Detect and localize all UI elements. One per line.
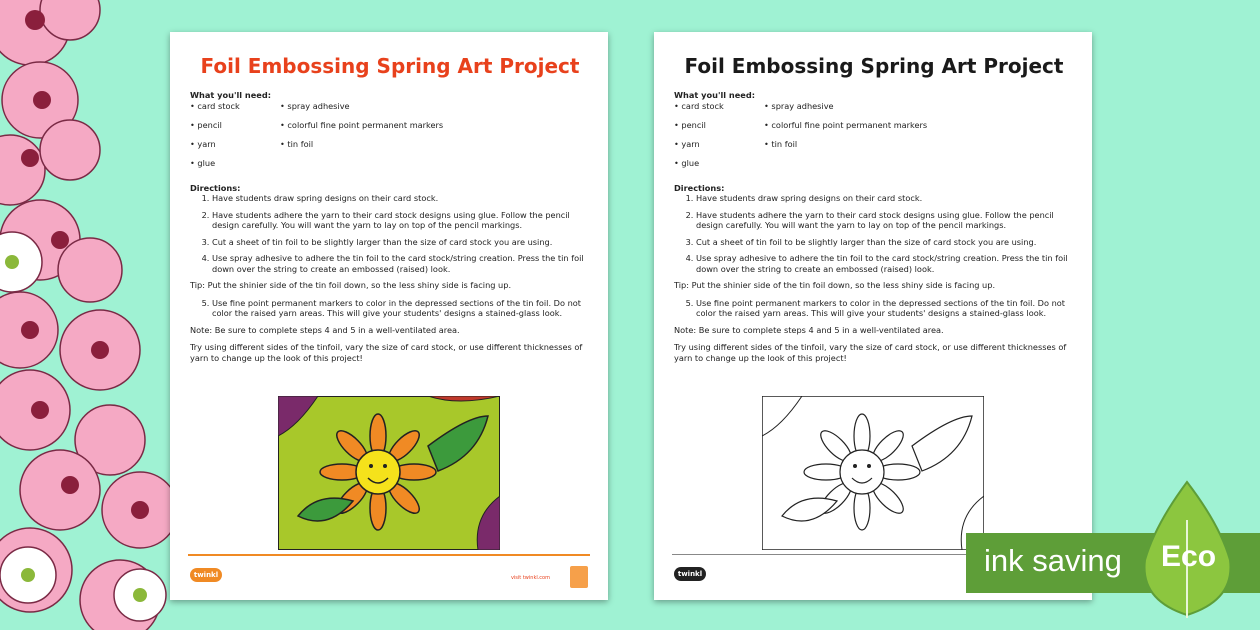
directions-heading: Directions:: [674, 182, 725, 193]
worksheet-title: Foil Embossing Spring Art Project: [200, 54, 580, 78]
worksheet-body: [674, 90, 1074, 363]
need-item: • tin foil: [280, 138, 314, 149]
need-item: • pencil: [190, 119, 222, 130]
twinkl-logo: twinkl: [190, 568, 222, 582]
step-4: 4. Use spray adhesive to adhere the tin foil to the card stock/string creation. Press the tin foil down over the string to create an embossed (raised) look.: [212, 253, 590, 274]
needs-list: [190, 101, 590, 177]
need-item: • glue: [190, 157, 216, 168]
step-5: 5. Use fine point permanent markers to color in the depressed sections of the tin foil. Do not color the raised yarn areas. This will give your students' designs a stained-glass look.: [212, 298, 590, 319]
step-1: 1. Have students draw spring designs on their card stock.: [212, 193, 590, 204]
worksheet-color: [170, 32, 608, 600]
step-2: 2. Have students adhere the yarn to their card stock designs using glue. Follow the pencil design carefully. You will want the yarn to lay on top of the pencil markings.: [696, 210, 1074, 231]
twinkl-logo: twinkl: [674, 567, 706, 581]
need-item: • yarn: [674, 138, 700, 149]
need-item: • glue: [674, 157, 700, 168]
needs-column-1: [190, 101, 280, 177]
directions-list: [674, 193, 1074, 274]
step-5: 5. Use fine point permanent markers to color in the depressed sections of the tin foil. Do not color the raised yarn areas. This will give your students' designs a stained-glass look.: [696, 298, 1074, 319]
footer: [188, 554, 590, 596]
worksheet-body: [190, 90, 590, 363]
directions-heading: Directions:: [190, 182, 241, 193]
need-item: • card stock: [190, 100, 240, 111]
need-item: • colorful fine point permanent markers: [280, 119, 444, 130]
sunflower-art-outline: [762, 396, 984, 550]
step-1: 1. Have students draw spring designs on their card stock.: [696, 193, 1074, 204]
need-item: • card stock: [674, 100, 724, 111]
step-3: 3. Cut a sheet of tin foil to be slightly larger than the size of card stock you are using.: [696, 237, 1074, 248]
badge-icon: [570, 566, 588, 588]
worksheet-title: Foil Embossing Spring Art Project: [684, 54, 1064, 78]
needs-heading: What you'll need:: [190, 90, 271, 100]
try-text: Try using different sides of the tinfoil, vary the size of card stock, or use different thicknesses of yarn to change up the look of this project!: [674, 342, 1067, 363]
step-3: 3. Cut a sheet of tin foil to be slightly larger than the size of card stock you are using.: [212, 237, 590, 248]
step-2: 2. Have students adhere the yarn to their card stock designs using glue. Follow the pencil design carefully. You will want the yarn to lay on top of the pencil markings.: [212, 210, 590, 231]
note-text: Note: Be sure to complete steps 4 and 5 in a well-ventilated area.: [190, 324, 460, 335]
need-item: • colorful fine point permanent markers: [764, 119, 928, 130]
needs-list: [674, 101, 1074, 177]
needs-column-2: [280, 101, 500, 177]
need-item: • pencil: [674, 119, 706, 130]
directions-list-cont: [190, 298, 590, 319]
worksheet-ink-saving: [654, 32, 1092, 600]
sunflower-art-color: [278, 396, 500, 550]
need-item: • tin foil: [764, 138, 798, 149]
need-item: • spray adhesive: [280, 100, 350, 111]
needs-column-1: [674, 101, 764, 177]
needs-heading: What you'll need:: [674, 90, 755, 100]
tip-text: Tip: Put the shinier side of the tin foil down, so the less shiny side is facing up.: [674, 280, 996, 290]
note-text: Note: Be sure to complete steps 4 and 5 in a well-ventilated area.: [674, 324, 944, 335]
step-4: 4. Use spray adhesive to adhere the tin foil to the card stock/string creation. Press the tin foil down over the string to create an embossed (raised) look.: [696, 253, 1074, 274]
tip-text: Tip: Put the shinier side of the tin foil down, so the less shiny side is facing up.: [190, 280, 512, 290]
eco-label: Eco: [1161, 540, 1217, 573]
directions-list-cont: [674, 298, 1074, 319]
footer-url: visit twinkl.com: [510, 575, 550, 581]
try-text: Try using different sides of the tinfoil, vary the size of card stock, or use different thicknesses of yarn to change up the look of this project!: [190, 342, 583, 363]
need-item: • yarn: [190, 138, 216, 149]
needs-column-2: [764, 101, 984, 177]
directions-list: [190, 193, 590, 274]
ink-saving-text: ink saving: [984, 543, 1122, 578]
need-item: • spray adhesive: [764, 100, 834, 111]
